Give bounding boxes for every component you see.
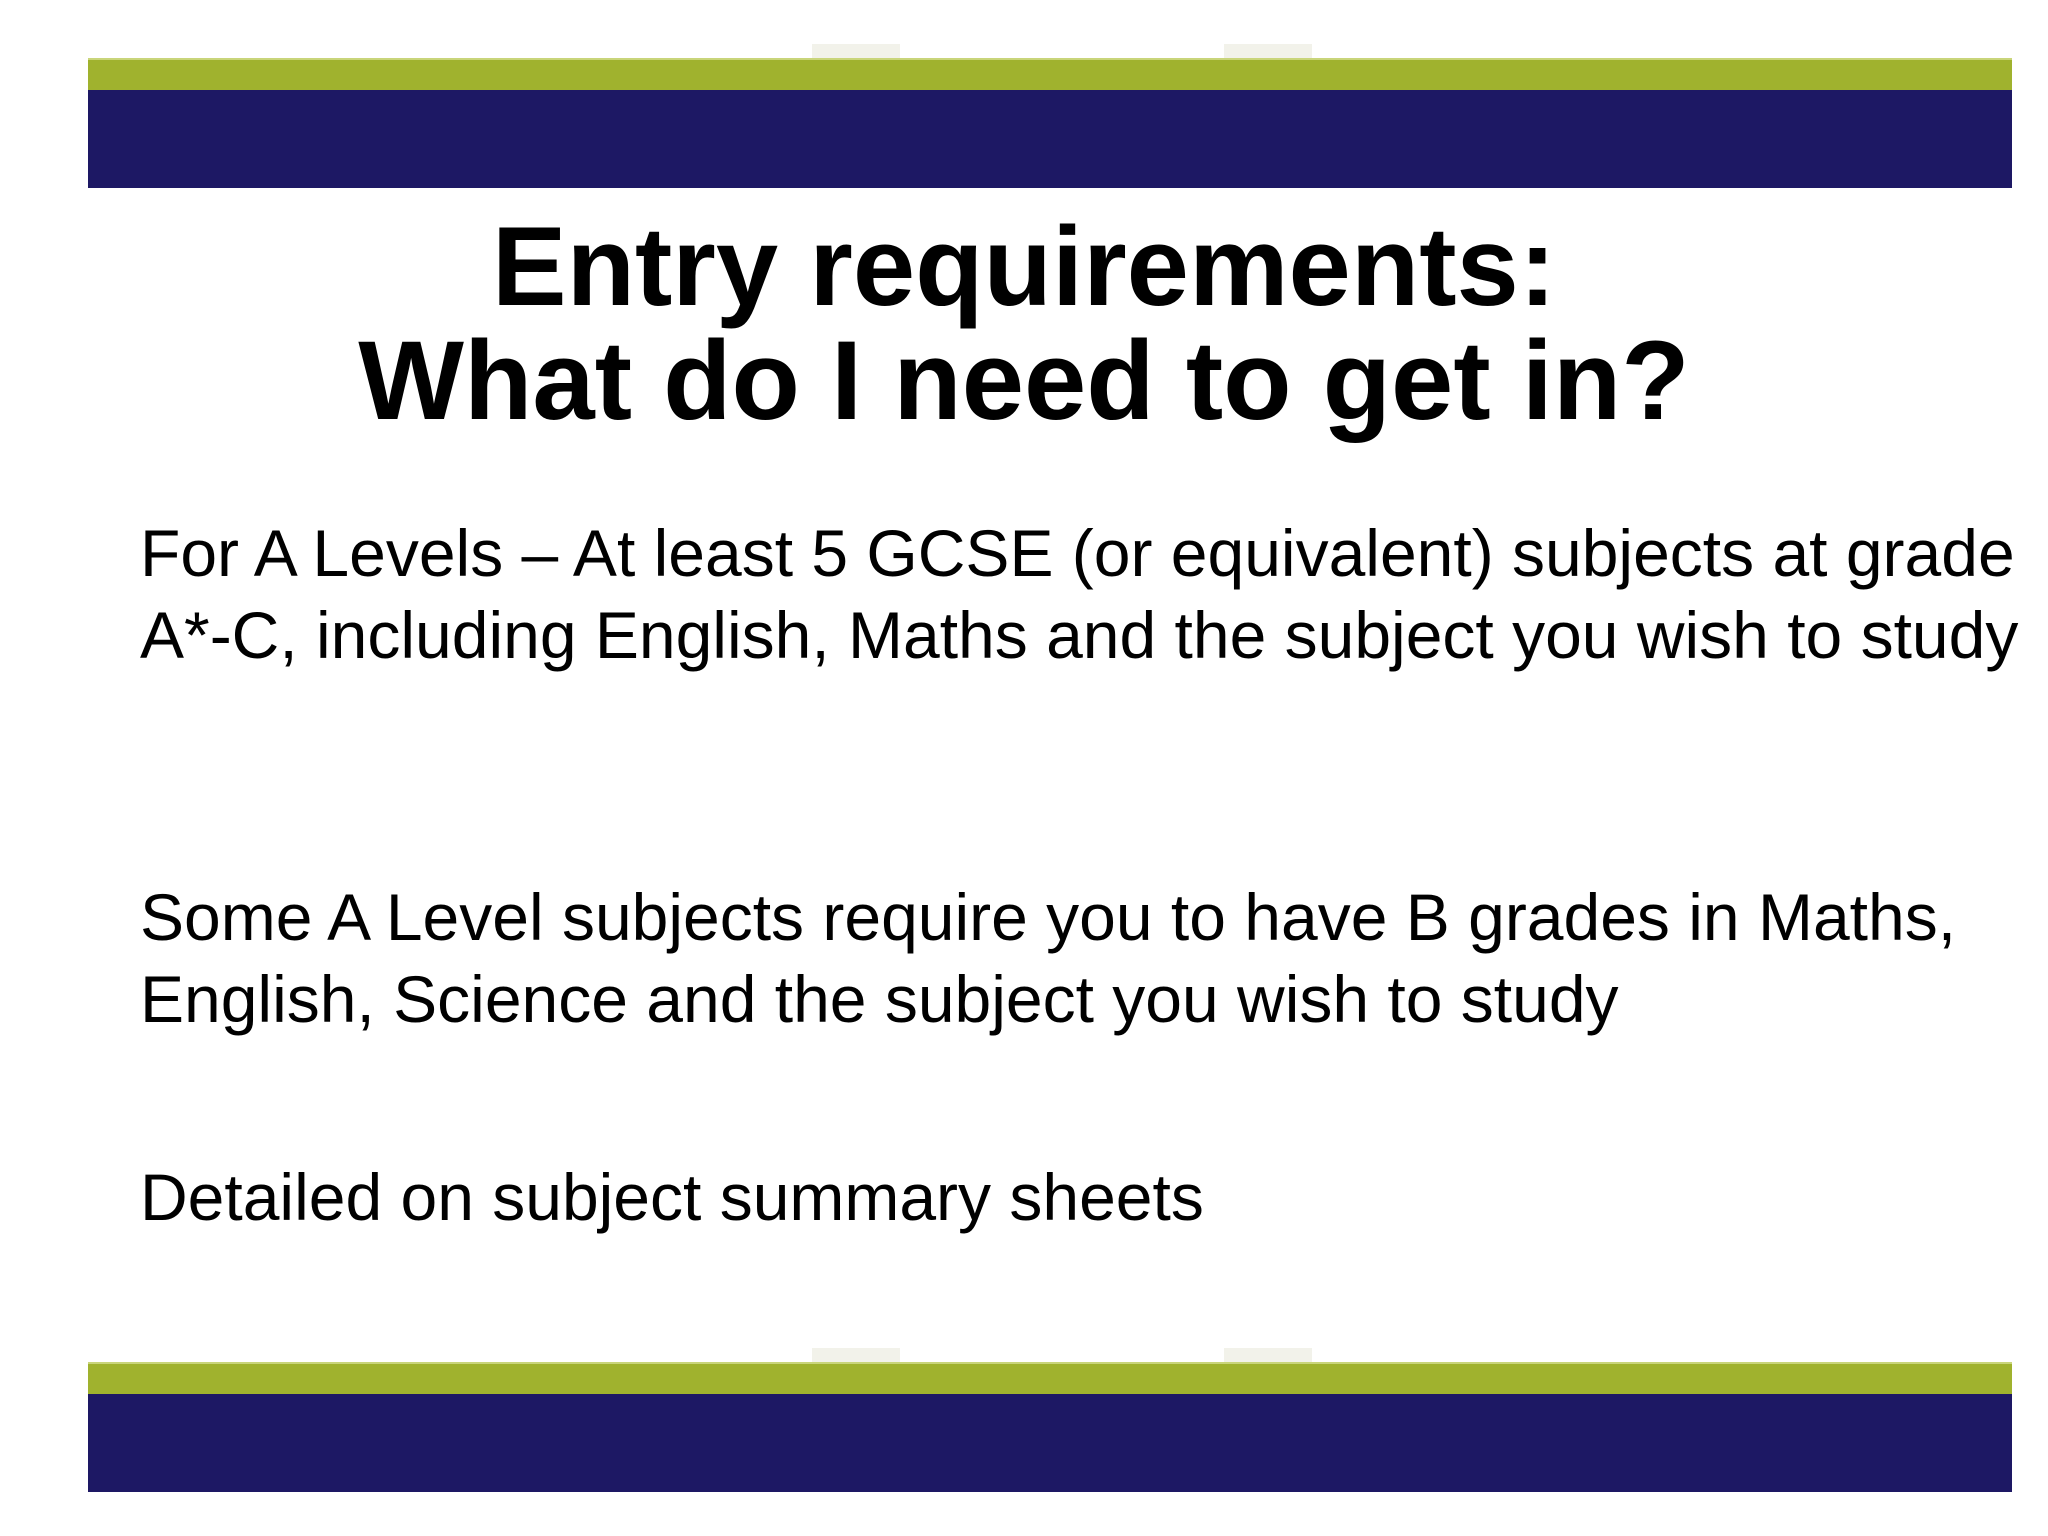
- bottom-tab-right: [1224, 1348, 1312, 1362]
- paragraph-a-level-requirements: For A Levels – At least 5 GCSE (or equivalent) subjects at grade A*-C, including English, Maths and the subject you wish to study: [140, 516, 2019, 672]
- top-green-stripe: [88, 58, 2012, 90]
- paragraph-summary-sheets: Detailed on subject summary sheets: [140, 1160, 1204, 1234]
- slide-title: [0, 204, 2048, 443]
- title-line-2: What do I need to get in?: [358, 318, 1690, 443]
- title-line-1: Entry requirements:: [491, 204, 1557, 329]
- bottom-navy-banner: [88, 1394, 2012, 1492]
- bottom-tab-left: [812, 1348, 900, 1362]
- top-tab-right: [1224, 44, 1312, 58]
- paragraph-b-grade-requirements: Some A Level subjects require you to have B grades in Maths, English, Science and the subject you wish to study: [140, 880, 1957, 1036]
- top-tab-left: [812, 44, 900, 58]
- bottom-green-stripe: [88, 1362, 2012, 1394]
- top-navy-banner: [88, 90, 2012, 188]
